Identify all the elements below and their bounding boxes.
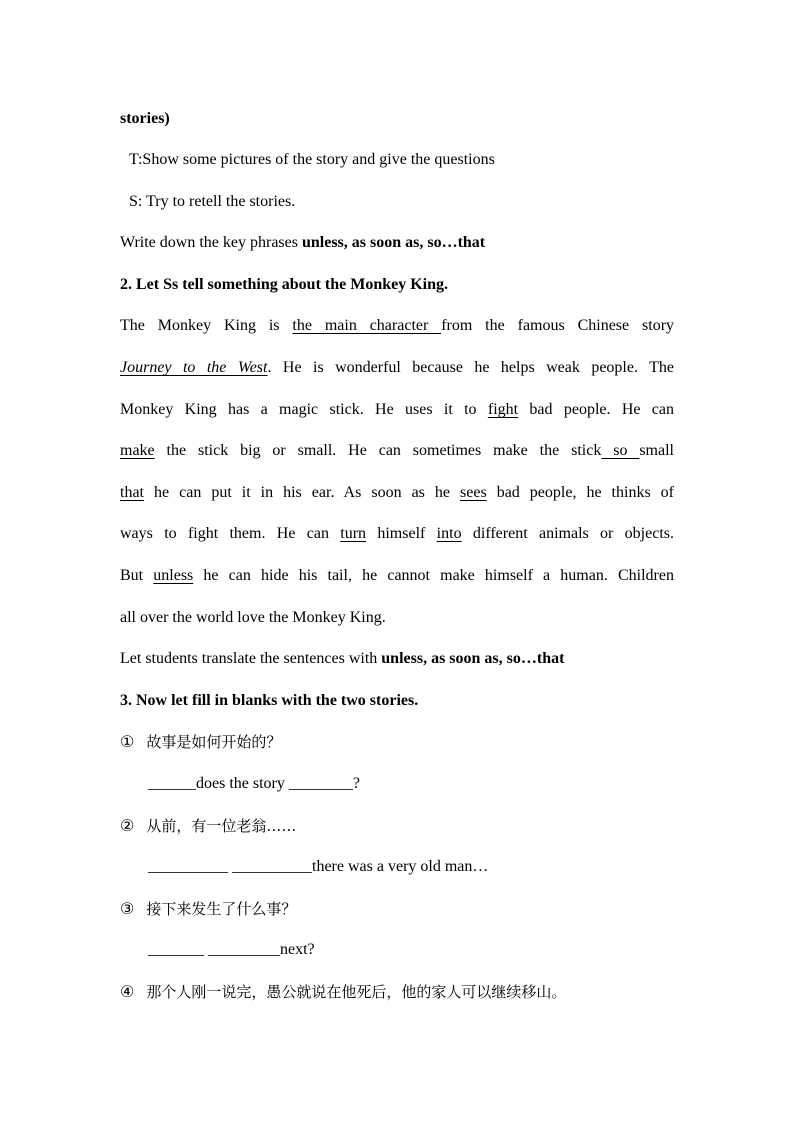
underlined-word: fight (487, 401, 519, 418)
text: bad people. He can (518, 401, 675, 418)
text: But (120, 567, 154, 584)
story-line-4 (120, 441, 674, 461)
underlined-word: that (120, 484, 144, 501)
exercise-1-blank: ______does the story ________? (148, 775, 360, 792)
chinese-sentence: 接下来发生了什么事？ (146, 900, 297, 918)
underlined-word: into (436, 525, 462, 542)
story-line-2 (120, 358, 674, 378)
chinese-sentence: 从前，有一位老翁…… (146, 817, 297, 835)
story-line-6 (120, 524, 674, 544)
teacher-instruction: T:Show some pictures of the story and give the questions (129, 151, 495, 168)
text: Monkey King has a magic stick. He uses it to (120, 401, 488, 418)
underlined-word: make (120, 442, 155, 459)
item-number: ① (120, 734, 135, 751)
key-phrases-prefix: Write down the key phrases (120, 234, 302, 251)
story-line-5 (120, 483, 674, 503)
text: Let students translate the sentences with (120, 650, 382, 667)
text: the stick big or small. He can sometimes make the stick (154, 442, 602, 459)
item-number: ② (120, 818, 135, 835)
text: bad people, he thinks of (486, 484, 675, 501)
text: ways to fight them. He can (120, 525, 341, 542)
chinese-sentence: 那个人刚一说完，愚公就说在他死后，他的家人可以继续移山。 (146, 983, 567, 1001)
story-line-7 (120, 566, 674, 586)
text: himself (366, 525, 437, 542)
book-title: Journey to the West (120, 359, 268, 376)
underlined-word: sees (460, 484, 487, 501)
section-3-heading: 3. Now let fill in blanks with the two stories. (120, 692, 419, 709)
text: he can hide his tail, he cannot make himself a human. Children (193, 567, 674, 584)
exercise-1-prompt (120, 732, 281, 753)
text: from the famous Chinese story (441, 317, 675, 334)
exercise-2-prompt (120, 816, 296, 837)
underlined-phrase: the main character (292, 317, 442, 334)
text: he can put it in his ear. As soon as he (144, 484, 461, 501)
continued-heading: stories) (120, 110, 170, 127)
exercise-3-blank: _______ _________next? (148, 941, 315, 958)
item-number: ④ (120, 984, 135, 1001)
story-line-1 (120, 316, 674, 336)
story-line-8: all over the world love the Monkey King. (120, 609, 386, 626)
story-line-3 (120, 400, 674, 420)
underlined-word: so (601, 442, 640, 459)
text: . He is wonderful because he helps weak people. The (267, 359, 674, 376)
exercise-2-blank: __________ __________there was a very old man… (148, 858, 489, 875)
underlined-word: turn (340, 525, 367, 542)
key-phrases-bold: unless, as soon as, so…that (381, 650, 565, 667)
item-number: ③ (120, 901, 135, 918)
key-phrases-bold: unless, as soon as, so…that (301, 234, 486, 251)
text: different animals or objects. (461, 525, 675, 542)
key-phrases-line (120, 233, 485, 253)
exercise-4-prompt (120, 982, 566, 1003)
underlined-word: unless (153, 567, 194, 584)
translate-line (120, 649, 564, 669)
text: The Monkey King is (120, 317, 293, 334)
chinese-sentence: 故事是如何开始的？ (146, 733, 282, 751)
section-2-heading: 2. Let Ss tell something about the Monkey King. (120, 276, 449, 293)
exercise-3-prompt (120, 899, 296, 920)
student-instruction: S: Try to retell the stories. (129, 193, 296, 210)
text: small (639, 442, 674, 459)
